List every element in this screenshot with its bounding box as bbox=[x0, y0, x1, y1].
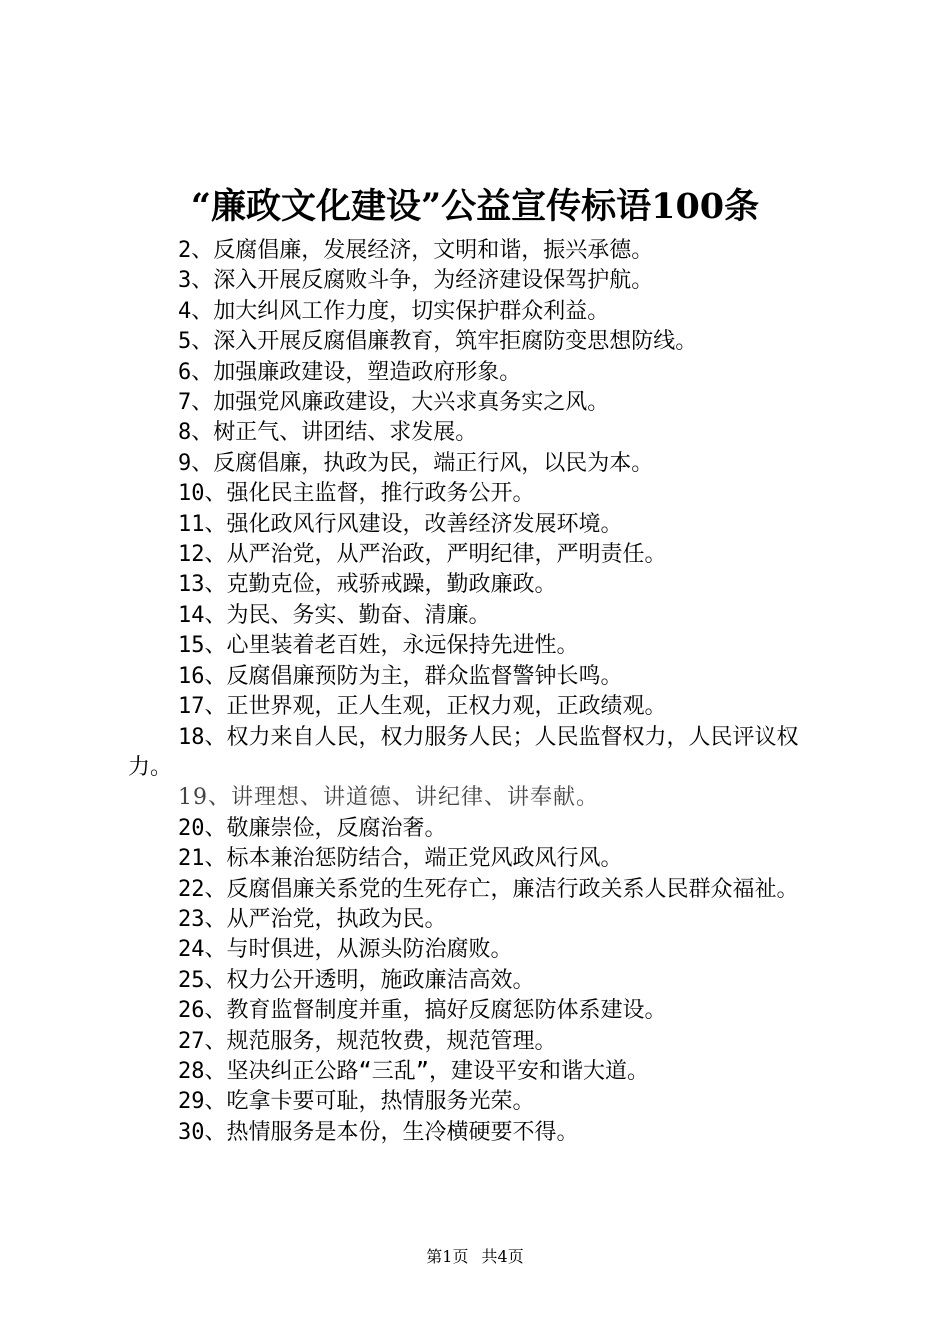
list-item: 20、敬廉崇俭，反腐治奢。 bbox=[178, 815, 447, 841]
list-item: 25、权力公开透明，施政廉洁高效。 bbox=[178, 967, 535, 993]
list-item: 28、坚决纠正公路“三乱”，建设平安和谐大道。 bbox=[178, 1058, 649, 1084]
list-item: 10、强化民主监督，推行政务公开。 bbox=[178, 481, 535, 507]
list-item: 8、树正气、讲团结、求发展。 bbox=[178, 420, 478, 446]
list-item: 22、反腐倡廉关系党的生死存亡，廉洁行政关系人民群众福祉。 bbox=[178, 876, 799, 902]
list-item: 21、标本兼治惩防结合，端正党风政风行风。 bbox=[178, 846, 623, 872]
list-item: 6、加强廉政建设，塑造政府形象。 bbox=[178, 359, 522, 385]
list-item: 27、规范服务，规范牧费，规范管理。 bbox=[178, 1028, 557, 1054]
list-item: 15、心里装着老百姓，永远保持先进性。 bbox=[178, 633, 579, 659]
list-item: 2、反腐倡廉，发展经济，文明和谐，振兴承德。 bbox=[178, 238, 654, 263]
list-item: 24、与时俱进，从源头防治腐败。 bbox=[178, 937, 513, 963]
list-item: 18、权力来自人民，权力服务人民；人民监督权力，人民评议权力。 bbox=[128, 724, 799, 780]
list-item: 30、热情服务是本份，生冷横硬要不得。 bbox=[178, 1119, 579, 1145]
list-item: 5、深入开展反腐倡廉教育，筑牢拒腐防变思想防线。 bbox=[178, 329, 698, 355]
list-item: 19、讲理想、讲道德、讲纪律、讲奉献。 bbox=[178, 785, 599, 811]
list-item: 13、克勤克俭，戒骄戒躁，勤政廉政。 bbox=[178, 572, 557, 598]
document-title: “廉政文化建设”公益宣传标语100条 bbox=[190, 186, 760, 227]
list-item: 7、加强党风廉政建设，大兴求真务实之风。 bbox=[178, 390, 610, 416]
page-footer: 第1页 共4页 bbox=[426, 1247, 524, 1266]
list-item: 17、正世界观，正人生观，正权力观，正政绩观。 bbox=[178, 694, 667, 720]
list-item: 14、为民、务实、勤奋、清廉。 bbox=[178, 602, 491, 628]
slogan-list bbox=[128, 236, 833, 1148]
list-item: 12、从严治党，从严治政，严明纪律，严明责任。 bbox=[178, 542, 667, 568]
list-item: 16、反腐倡廉预防为主，群众监督警钟长鸣。 bbox=[178, 663, 623, 689]
list-item: 23、从严治党，执政为民。 bbox=[178, 906, 447, 932]
list-item: 11、强化政风行风建设，改善经济发展环境。 bbox=[178, 511, 623, 537]
list-item: 3、深入开展反腐败斗争，为经济建设保驾护航。 bbox=[178, 268, 654, 294]
list-item: 4、加大纠风工作力度，切实保护群众利益。 bbox=[178, 298, 610, 324]
list-item: 29、吃拿卡要可耻，热情服务光荣。 bbox=[178, 1089, 535, 1115]
list-item: 26、教育监督制度并重，搞好反腐惩防体系建设。 bbox=[178, 998, 667, 1024]
list-item: 9、反腐倡廉，执政为民，端正行风，以民为本。 bbox=[178, 450, 654, 476]
